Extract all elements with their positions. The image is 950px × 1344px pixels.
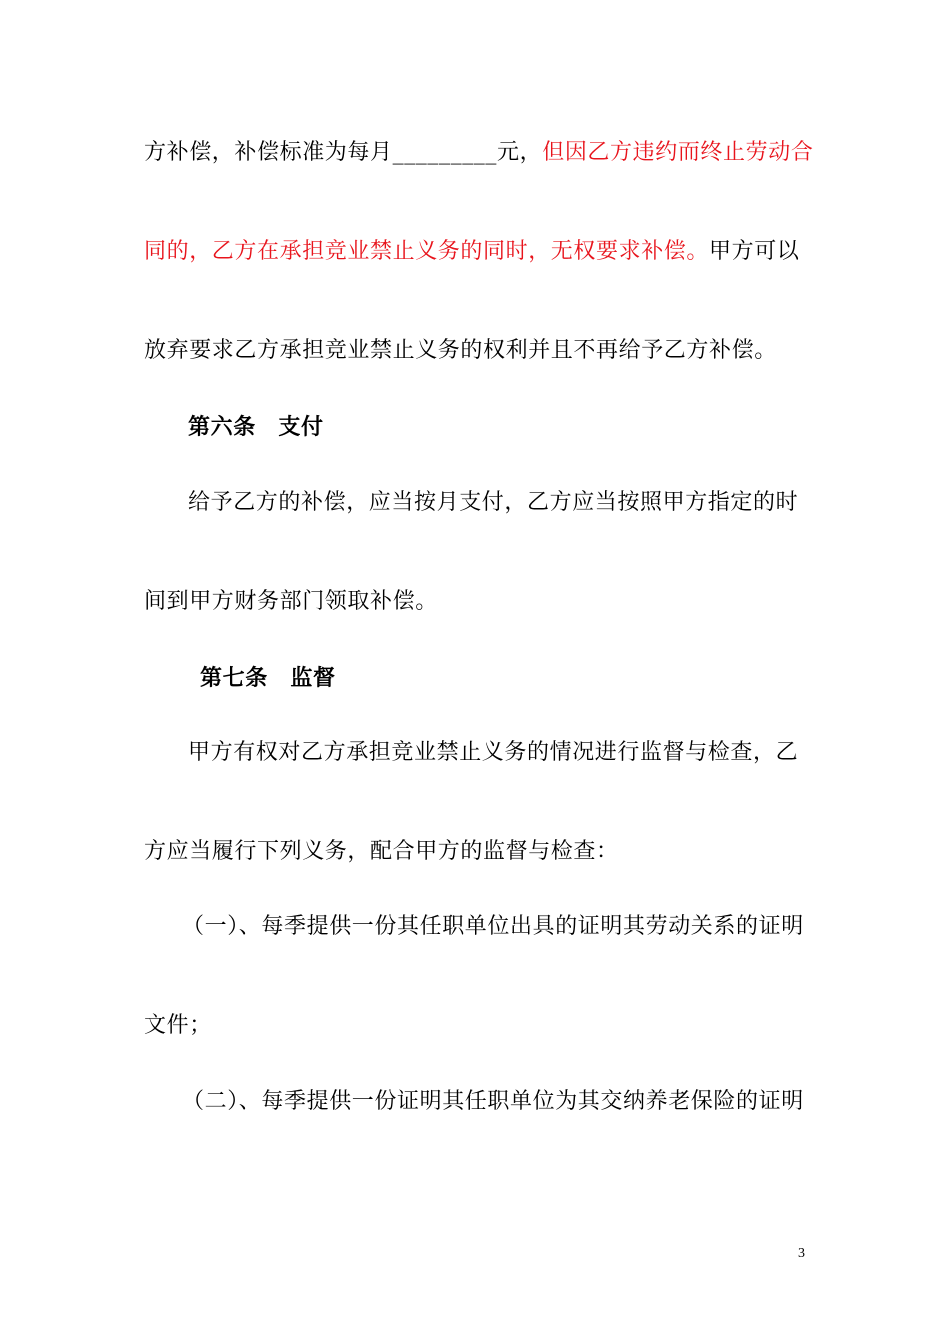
page-number: 3: [798, 1246, 805, 1261]
highlighted-text: 同的，乙方在承担竞业禁止义务的同时，无权要求补偿。: [144, 239, 710, 264]
list-item: （一）、每季提供一份其任职单位出具的证明其劳动关系的证明: [182, 914, 804, 939]
list-item: （二）、每季提供一份证明其任职单位为其交纳养老保险的证明: [182, 1089, 804, 1114]
paragraph-line: 方应当履行下列义务，配合甲方的监督与检查：: [144, 839, 619, 864]
highlighted-text: 但因乙方违约而终止劳动合: [542, 140, 814, 165]
article-heading: 第七条 监督: [200, 665, 336, 691]
paragraph-line: [144, 237, 799, 267]
blank-field: _________: [392, 140, 498, 165]
text-span: 元，: [497, 140, 543, 165]
paragraph-line: 放弃要求乙方承担竞业禁止义务的权利并且不再给予乙方补偿。: [144, 338, 777, 363]
paragraph-line: [144, 138, 813, 168]
paragraph-line: 给予乙方的补偿，应当按月支付，乙方应当按照甲方指定的时: [188, 490, 799, 515]
text-span: 甲方可以: [709, 239, 800, 264]
text-span: 方补偿，补偿标准为每月: [144, 140, 393, 165]
paragraph-line: 甲方有权对乙方承担竞业禁止义务的情况进行监督与检查，乙: [188, 740, 799, 765]
paragraph-line: 文件；: [144, 1013, 212, 1038]
paragraph-line: 间到甲方财务部门领取补偿。: [144, 589, 438, 614]
article-heading: 第六条 支付: [188, 414, 324, 440]
